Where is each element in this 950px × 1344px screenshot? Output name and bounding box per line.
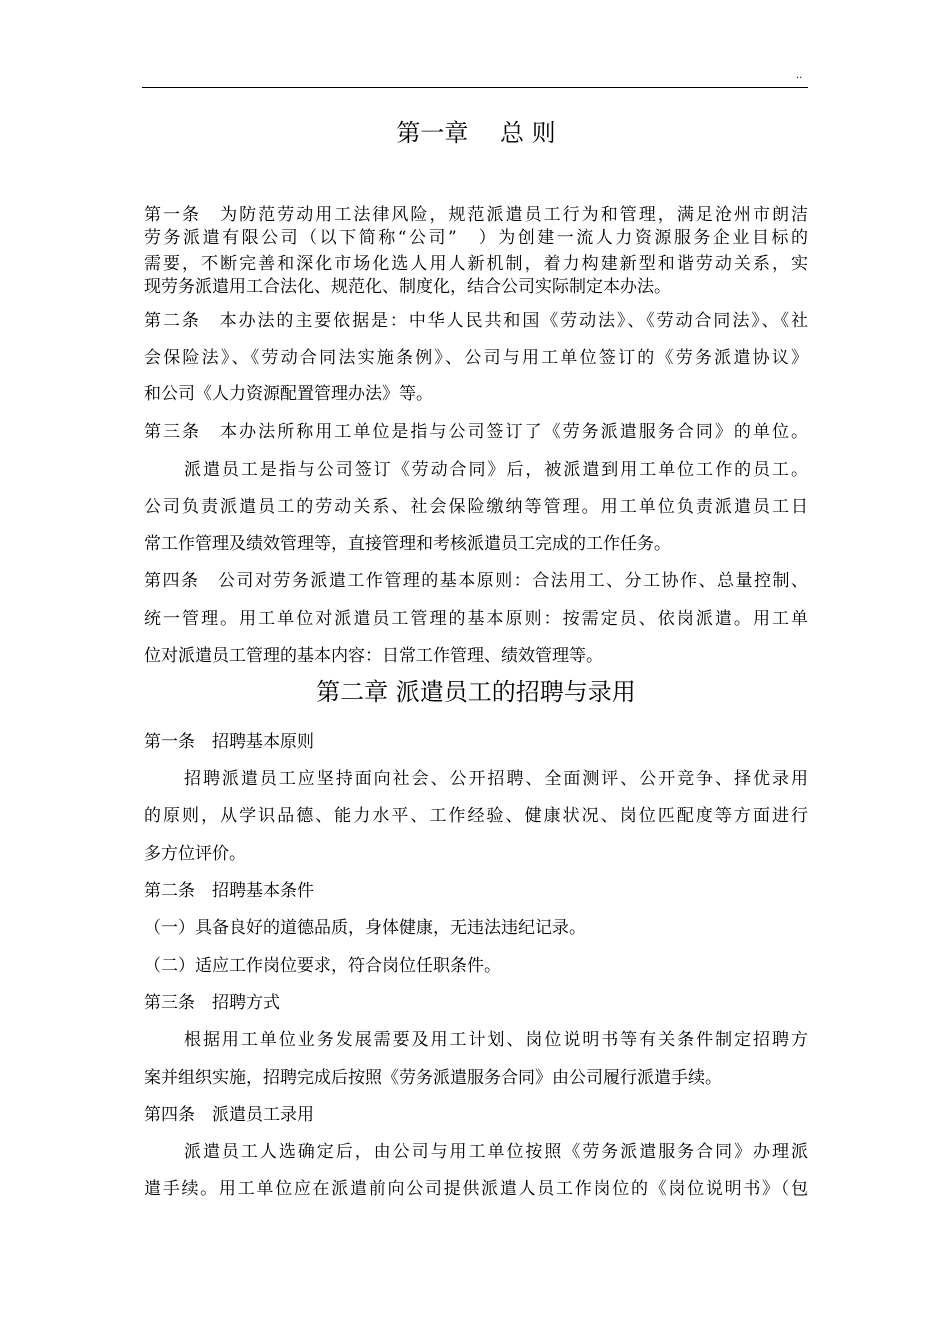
- header-rule: [142, 87, 808, 88]
- ch2-article-1-heading: 第一条 招聘基本原则: [144, 732, 314, 752]
- ch2-article-4-line-1: 派遣员工人选确定后，由公司与用工单位按照《劳务派遣服务合同》办理派: [184, 1142, 808, 1162]
- article-3-line-2: 派遣员工是指与公司签订《劳动合同》后，被派遣到用工单位工作的员工。: [184, 460, 808, 480]
- article-3-line-4: 常工作管理及绩效管理等，直接管理和考核派遣员工完成的工作任务。: [144, 534, 671, 554]
- article-4-line-3: 位对派遣员工管理的基本内容：日常工作管理、绩效管理等。: [144, 646, 603, 666]
- article-4-line-1: 第四条 公司对劳务派遣工作管理的基本原则：合法用工、分工协作、总量控制、: [144, 571, 808, 591]
- article-3-line-1: 第三条 本办法所称用工单位是指与公司签订了《劳务派遣服务合同》的单位。: [144, 422, 808, 442]
- article-3-line-3: 公司负责派遣员工的劳动关系、社会保险缴纳等管理。用工单位负责派遣员工日: [144, 497, 808, 517]
- ch2-article-3-line-1: 根据用工单位业务发展需要及用工计划、岗位说明书等有关条件制定招聘方: [184, 1030, 808, 1050]
- article-4-line-2: 统一管理。用工单位对派遣员工管理的基本原则：按需定员、依岗派遣。用工单: [144, 609, 808, 629]
- ch2-article-2-heading: 第二条 招聘基本条件: [144, 881, 314, 901]
- article-2-line-2: 会保险法》、《劳动合同法实施条例》、公司与用工单位签订的《劳务派遣协议》: [144, 348, 808, 368]
- ch2-article-1-line-1: 招聘派遣员工应坚持面向社会、公开招聘、全面测评、公开竞争、择优录用: [184, 769, 808, 789]
- article-2-line-1: 第二条 本办法的主要依据是：中华人民共和国《劳动法》、《劳动合同法》、《社: [144, 311, 808, 331]
- ch2-article-3-heading: 第三条 招聘方式: [144, 993, 280, 1013]
- article-1-line-1: 第一条 为防范劳动用工法律风险，规范派遣员工行为和管理，满足沧州市朗洁: [144, 205, 808, 225]
- ch2-article-1-line-2: 的原则，从学识品德、能力水平、工作经验、健康状况、岗位匹配度等方面进行: [144, 806, 808, 826]
- article-2-line-3: 和公司《人力资源配置管理办法》等。: [144, 384, 433, 404]
- article-1-line-2: 劳务派遣有限公司（以下简称“公司” ）为创建一流人力资源服务企业目标的: [144, 228, 808, 248]
- ch2-article-4-line-2: 遣手续。用工单位应在派遣前向公司提供派遣人员工作岗位的《岗位说明书》（包: [144, 1179, 808, 1199]
- chapter-1-title: 第一章 总 则: [396, 119, 556, 147]
- chapter-2-title: 第二章 派遣员工的招聘与录用: [316, 678, 636, 706]
- ch2-article-1-line-3: 多方位评价。: [144, 844, 246, 864]
- ch2-article-2-item-1: （一）具备良好的道德品质，身体健康，无违法违纪记录。: [144, 918, 586, 938]
- article-1-line-3: 需要，不断完善和深化市场化选人用人新机制，着力构建新型和谐劳动关系，实: [144, 254, 808, 274]
- ch2-article-4-heading: 第四条 派遣员工录用: [144, 1105, 314, 1125]
- article-1-line-4: 现劳务派遣用工合法化、规范化、制度化，结合公司实际制定本办法。: [144, 277, 671, 297]
- ch2-article-2-item-2: （二）适应工作岗位要求，符合岗位任职条件。: [144, 956, 501, 976]
- header-mark: ..: [796, 70, 803, 81]
- ch2-article-3-line-2: 案并组织实施，招聘完成后按照《劳务派遣服务合同》由公司履行派遣手续。: [144, 1068, 722, 1088]
